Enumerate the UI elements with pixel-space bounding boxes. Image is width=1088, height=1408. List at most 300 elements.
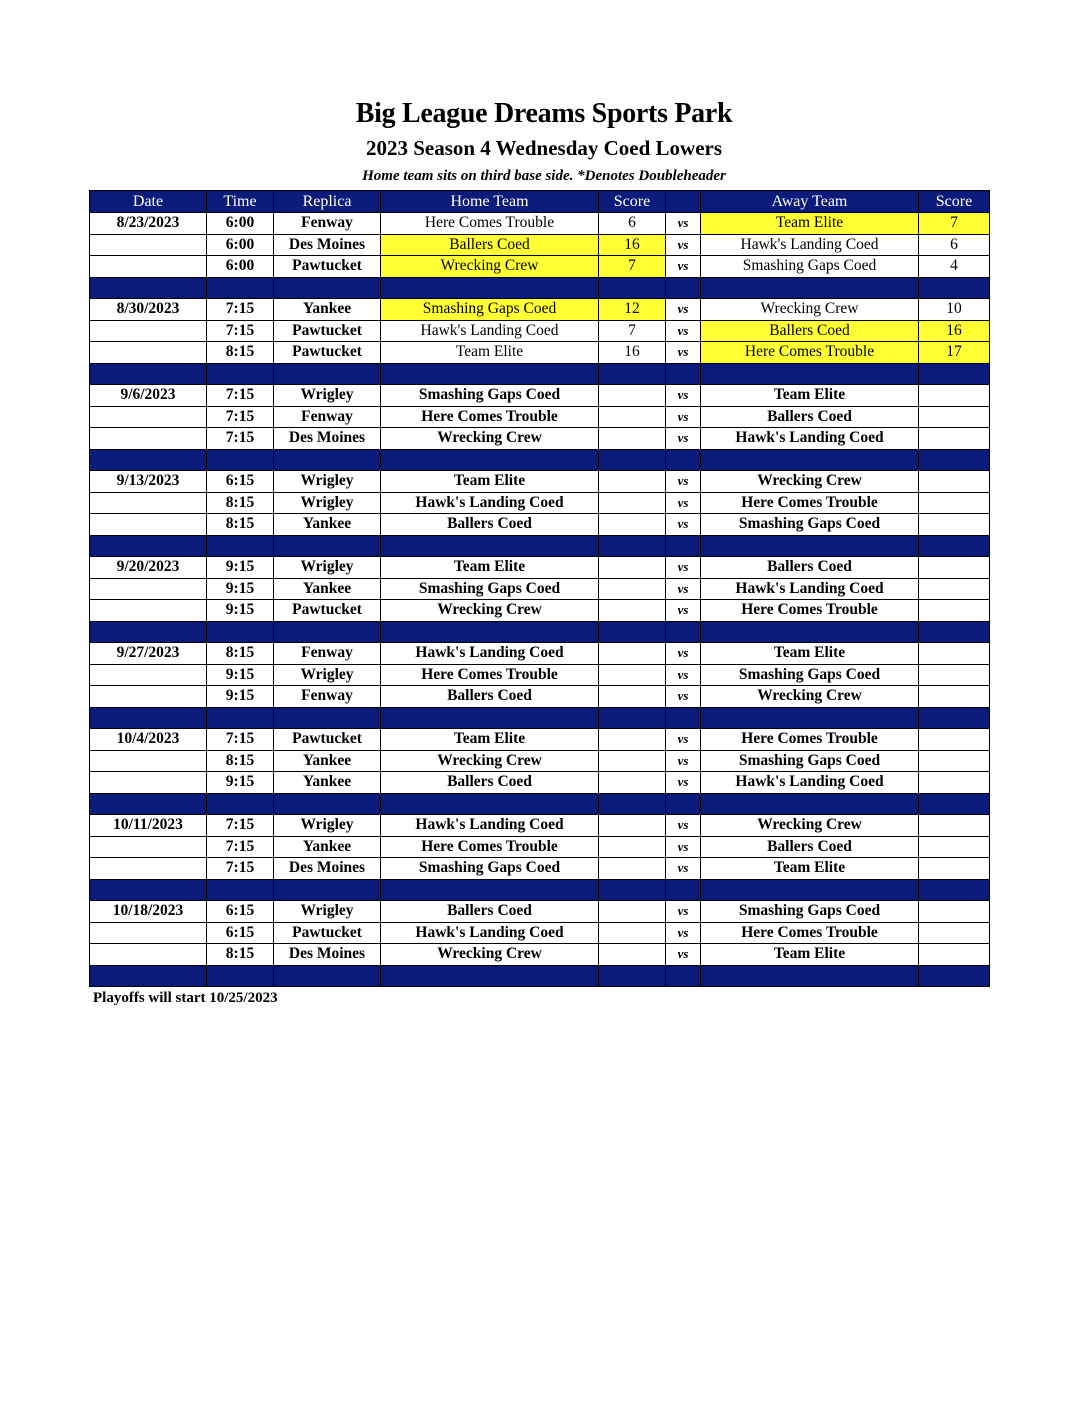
date-cell — [90, 772, 207, 794]
away-score-cell — [919, 557, 990, 579]
away-team-cell: Wrecking Crew — [701, 686, 919, 708]
game-row — [90, 342, 990, 364]
separator-cell — [90, 707, 207, 729]
col-home-team: Home Team — [381, 191, 599, 213]
date-cell: 9/6/2023 — [90, 385, 207, 407]
replica-cell: Des Moines — [274, 858, 381, 880]
date-cell: 10/4/2023 — [90, 729, 207, 751]
home-score-cell — [599, 836, 666, 858]
separator-cell — [701, 363, 919, 385]
away-team-cell: Wrecking Crew — [701, 299, 919, 321]
home-team-cell: Hawk's Landing Coed — [381, 922, 599, 944]
away-score-cell — [919, 772, 990, 794]
home-score-cell — [599, 686, 666, 708]
home-team-cell: Hawk's Landing Coed — [381, 643, 599, 665]
separator-cell — [381, 879, 599, 901]
separator-cell — [701, 621, 919, 643]
separator-cell — [381, 965, 599, 987]
away-team-cell: Here Comes Trouble — [701, 922, 919, 944]
game-row — [90, 578, 990, 600]
header-row — [90, 191, 990, 213]
vs-cell: vs — [666, 299, 701, 321]
separator-cell — [381, 363, 599, 385]
away-score-cell: 6 — [919, 234, 990, 256]
away-score-cell — [919, 750, 990, 772]
vs-cell: vs — [666, 492, 701, 514]
time-cell: 8:15 — [207, 944, 274, 966]
replica-cell: Pawtucket — [274, 600, 381, 622]
home-team-cell: Here Comes Trouble — [381, 213, 599, 235]
vs-cell: vs — [666, 836, 701, 858]
separator-cell — [274, 449, 381, 471]
vs-cell: vs — [666, 686, 701, 708]
vs-cell: vs — [666, 772, 701, 794]
home-team-cell: Here Comes Trouble — [381, 664, 599, 686]
vs-cell: vs — [666, 256, 701, 278]
vs-cell: vs — [666, 922, 701, 944]
vs-cell: vs — [666, 901, 701, 923]
separator-cell — [666, 277, 701, 299]
replica-cell: Pawtucket — [274, 320, 381, 342]
home-team-cell: Here Comes Trouble — [381, 836, 599, 858]
game-row — [90, 944, 990, 966]
separator-cell — [381, 793, 599, 815]
home-score-cell — [599, 922, 666, 944]
home-score-cell: 12 — [599, 299, 666, 321]
separator-cell — [274, 363, 381, 385]
game-row — [90, 858, 990, 880]
separator-cell — [274, 965, 381, 987]
home-team-cell: Ballers Coed — [381, 514, 599, 536]
date-cell: 10/18/2023 — [90, 901, 207, 923]
separator-cell — [666, 449, 701, 471]
away-team-cell: Here Comes Trouble — [701, 729, 919, 751]
date-cell — [90, 944, 207, 966]
date-cell — [90, 836, 207, 858]
game-row — [90, 256, 990, 278]
week-separator-row — [90, 535, 990, 557]
away-team-cell: Team Elite — [701, 858, 919, 880]
game-row — [90, 428, 990, 450]
playoffs-note: Playoffs will start 10/25/2023 — [93, 990, 278, 1006]
date-cell — [90, 858, 207, 880]
separator-cell — [381, 707, 599, 729]
col-date: Date — [90, 191, 207, 213]
separator-cell — [701, 707, 919, 729]
separator-cell — [701, 535, 919, 557]
home-score-cell — [599, 428, 666, 450]
separator-cell — [666, 621, 701, 643]
game-row — [90, 471, 990, 493]
separator-cell — [90, 363, 207, 385]
week-separator-row — [90, 363, 990, 385]
game-row — [90, 750, 990, 772]
replica-cell: Yankee — [274, 299, 381, 321]
date-cell — [90, 578, 207, 600]
separator-cell — [381, 535, 599, 557]
vs-cell: vs — [666, 643, 701, 665]
home-team-cell: Ballers Coed — [381, 772, 599, 794]
vs-cell: vs — [666, 557, 701, 579]
replica-cell: Fenway — [274, 643, 381, 665]
vs-cell: vs — [666, 471, 701, 493]
week-separator-row — [90, 621, 990, 643]
game-row — [90, 385, 990, 407]
replica-cell: Pawtucket — [274, 342, 381, 364]
separator-cell — [666, 965, 701, 987]
separator-cell — [701, 449, 919, 471]
time-cell: 9:15 — [207, 772, 274, 794]
home-score-cell — [599, 858, 666, 880]
separator-cell — [919, 535, 990, 557]
separator-cell — [919, 363, 990, 385]
home-score-cell — [599, 750, 666, 772]
away-team-cell: Here Comes Trouble — [701, 600, 919, 622]
date-cell: 9/13/2023 — [90, 471, 207, 493]
separator-cell — [919, 449, 990, 471]
home-score-cell — [599, 600, 666, 622]
game-row — [90, 836, 990, 858]
replica-cell: Wrigley — [274, 492, 381, 514]
away-team-cell: Team Elite — [701, 643, 919, 665]
replica-cell: Wrigley — [274, 815, 381, 837]
time-cell: 6:00 — [207, 256, 274, 278]
date-cell: 8/30/2023 — [90, 299, 207, 321]
col-home-score: Score — [599, 191, 666, 213]
vs-cell: vs — [666, 320, 701, 342]
home-score-cell — [599, 643, 666, 665]
time-cell: 7:15 — [207, 729, 274, 751]
away-team-cell: Hawk's Landing Coed — [701, 428, 919, 450]
time-cell: 8:15 — [207, 492, 274, 514]
home-team-cell: Hawk's Landing Coed — [381, 320, 599, 342]
away-score-cell — [919, 406, 990, 428]
away-team-cell: Team Elite — [701, 385, 919, 407]
home-score-cell — [599, 492, 666, 514]
separator-cell — [666, 707, 701, 729]
home-score-cell — [599, 514, 666, 536]
game-row — [90, 729, 990, 751]
page-title: Big League Dreams Sports Park — [355, 98, 733, 129]
date-cell — [90, 234, 207, 256]
game-row — [90, 234, 990, 256]
week-separator-row — [90, 707, 990, 729]
week-separator-row — [90, 965, 990, 987]
away-score-cell — [919, 428, 990, 450]
separator-cell — [274, 707, 381, 729]
vs-cell: vs — [666, 385, 701, 407]
separator-cell — [599, 793, 666, 815]
away-score-cell — [919, 858, 990, 880]
vs-cell: vs — [666, 858, 701, 880]
time-cell: 8:15 — [207, 514, 274, 536]
time-cell: 6:15 — [207, 922, 274, 944]
home-team-cell: Team Elite — [381, 342, 599, 364]
time-cell: 7:15 — [207, 299, 274, 321]
replica-cell: Wrigley — [274, 471, 381, 493]
home-score-cell: 6 — [599, 213, 666, 235]
away-score-cell — [919, 729, 990, 751]
time-cell: 9:15 — [207, 557, 274, 579]
separator-cell — [701, 277, 919, 299]
separator-cell — [919, 707, 990, 729]
home-score-cell — [599, 815, 666, 837]
home-score-cell: 7 — [599, 256, 666, 278]
home-score-cell: 16 — [599, 234, 666, 256]
date-cell — [90, 342, 207, 364]
away-score-cell — [919, 686, 990, 708]
home-score-cell — [599, 901, 666, 923]
home-score-cell — [599, 772, 666, 794]
separator-cell — [90, 879, 207, 901]
separator-cell — [599, 879, 666, 901]
replica-cell: Wrigley — [274, 385, 381, 407]
away-team-cell: Ballers Coed — [701, 557, 919, 579]
away-score-cell: 10 — [919, 299, 990, 321]
date-cell — [90, 664, 207, 686]
separator-cell — [666, 879, 701, 901]
separator-cell — [381, 449, 599, 471]
separator-cell — [90, 449, 207, 471]
week-separator-row — [90, 449, 990, 471]
separator-cell — [207, 793, 274, 815]
time-cell: 6:00 — [207, 213, 274, 235]
away-team-cell: Smashing Gaps Coed — [701, 901, 919, 923]
week-separator-row — [90, 793, 990, 815]
date-cell — [90, 256, 207, 278]
separator-cell — [90, 535, 207, 557]
replica-cell: Yankee — [274, 514, 381, 536]
game-row — [90, 514, 990, 536]
separator-cell — [274, 277, 381, 299]
time-cell: 7:15 — [207, 385, 274, 407]
vs-cell: vs — [666, 406, 701, 428]
away-team-cell: Ballers Coed — [701, 836, 919, 858]
time-cell: 7:15 — [207, 428, 274, 450]
time-cell: 7:15 — [207, 815, 274, 837]
separator-cell — [599, 277, 666, 299]
separator-cell — [207, 965, 274, 987]
separator-cell — [666, 363, 701, 385]
time-cell: 7:15 — [207, 836, 274, 858]
time-cell: 7:15 — [207, 406, 274, 428]
game-row — [90, 643, 990, 665]
replica-cell: Pawtucket — [274, 256, 381, 278]
away-team-cell: Wrecking Crew — [701, 471, 919, 493]
schedule-table — [89, 190, 990, 987]
date-cell — [90, 750, 207, 772]
vs-cell: vs — [666, 944, 701, 966]
date-cell: 10/11/2023 — [90, 815, 207, 837]
date-cell — [90, 406, 207, 428]
separator-cell — [701, 879, 919, 901]
separator-cell — [274, 535, 381, 557]
separator-cell — [207, 621, 274, 643]
time-cell: 8:15 — [207, 643, 274, 665]
time-cell: 6:00 — [207, 234, 274, 256]
vs-cell: vs — [666, 234, 701, 256]
time-cell: 9:15 — [207, 686, 274, 708]
vs-cell: vs — [666, 213, 701, 235]
away-team-cell: Wrecking Crew — [701, 815, 919, 837]
week-separator-row — [90, 277, 990, 299]
separator-cell — [701, 793, 919, 815]
home-team-cell: Smashing Gaps Coed — [381, 385, 599, 407]
vs-cell: vs — [666, 342, 701, 364]
time-cell: 7:15 — [207, 320, 274, 342]
replica-cell: Fenway — [274, 406, 381, 428]
away-team-cell: Smashing Gaps Coed — [701, 664, 919, 686]
col-time: Time — [207, 191, 274, 213]
away-score-cell — [919, 922, 990, 944]
date-cell — [90, 922, 207, 944]
separator-cell — [666, 793, 701, 815]
separator-cell — [207, 449, 274, 471]
date-cell: 9/20/2023 — [90, 557, 207, 579]
separator-cell — [599, 449, 666, 471]
game-row — [90, 664, 990, 686]
vs-cell: vs — [666, 750, 701, 772]
home-team-cell: Team Elite — [381, 729, 599, 751]
away-team-cell: Hawk's Landing Coed — [701, 772, 919, 794]
game-row — [90, 492, 990, 514]
separator-cell — [599, 965, 666, 987]
vs-cell: vs — [666, 729, 701, 751]
page-subtitle: 2023 Season 4 Wednesday Coed Lowers — [365, 136, 723, 160]
separator-cell — [274, 621, 381, 643]
away-score-cell — [919, 836, 990, 858]
vs-cell: vs — [666, 664, 701, 686]
game-row — [90, 557, 990, 579]
vs-cell: vs — [666, 514, 701, 536]
separator-cell — [90, 277, 207, 299]
separator-cell — [274, 879, 381, 901]
col-replica: Replica — [274, 191, 381, 213]
separator-cell — [599, 707, 666, 729]
replica-cell: Fenway — [274, 213, 381, 235]
game-row — [90, 213, 990, 235]
replica-cell: Wrigley — [274, 901, 381, 923]
game-row — [90, 901, 990, 923]
home-team-cell: Smashing Gaps Coed — [381, 578, 599, 600]
home-team-cell: Wrecking Crew — [381, 256, 599, 278]
away-team-cell: Ballers Coed — [701, 406, 919, 428]
replica-cell: Pawtucket — [274, 922, 381, 944]
game-row — [90, 815, 990, 837]
away-team-cell: Smashing Gaps Coed — [701, 514, 919, 536]
separator-cell — [919, 793, 990, 815]
replica-cell: Des Moines — [274, 944, 381, 966]
vs-cell: vs — [666, 428, 701, 450]
game-row — [90, 406, 990, 428]
date-cell: 8/23/2023 — [90, 213, 207, 235]
home-team-cell: Ballers Coed — [381, 901, 599, 923]
away-score-cell: 7 — [919, 213, 990, 235]
away-team-cell: Smashing Gaps Coed — [701, 256, 919, 278]
away-team-cell: Team Elite — [701, 944, 919, 966]
separator-cell — [90, 621, 207, 643]
separator-cell — [90, 793, 207, 815]
replica-cell: Des Moines — [274, 234, 381, 256]
home-score-cell — [599, 944, 666, 966]
date-cell — [90, 428, 207, 450]
home-score-cell: 16 — [599, 342, 666, 364]
time-cell: 8:15 — [207, 750, 274, 772]
away-score-cell — [919, 385, 990, 407]
separator-cell — [919, 621, 990, 643]
home-team-cell: Here Comes Trouble — [381, 406, 599, 428]
replica-cell: Yankee — [274, 836, 381, 858]
separator-cell — [207, 879, 274, 901]
time-cell: 9:15 — [207, 664, 274, 686]
home-team-cell: Hawk's Landing Coed — [381, 492, 599, 514]
game-row — [90, 686, 990, 708]
date-cell — [90, 320, 207, 342]
separator-cell — [599, 363, 666, 385]
vs-cell: vs — [666, 815, 701, 837]
replica-cell: Wrigley — [274, 664, 381, 686]
separator-cell — [666, 535, 701, 557]
time-cell: 6:15 — [207, 471, 274, 493]
separator-cell — [381, 277, 599, 299]
away-score-cell — [919, 815, 990, 837]
separator-cell — [207, 363, 274, 385]
separator-cell — [919, 965, 990, 987]
away-score-cell — [919, 901, 990, 923]
away-team-cell: Here Comes Trouble — [701, 342, 919, 364]
away-team-cell: Team Elite — [701, 213, 919, 235]
separator-cell — [207, 535, 274, 557]
away-score-cell: 17 — [919, 342, 990, 364]
game-row — [90, 320, 990, 342]
replica-cell: Des Moines — [274, 428, 381, 450]
away-team-cell: Hawk's Landing Coed — [701, 578, 919, 600]
game-row — [90, 772, 990, 794]
replica-cell: Wrigley — [274, 557, 381, 579]
replica-cell: Yankee — [274, 578, 381, 600]
away-score-cell — [919, 600, 990, 622]
home-team-cell: Hawk's Landing Coed — [381, 815, 599, 837]
game-row — [90, 600, 990, 622]
replica-cell: Yankee — [274, 772, 381, 794]
separator-cell — [919, 277, 990, 299]
home-team-cell: Team Elite — [381, 471, 599, 493]
col-away-team: Away Team — [701, 191, 919, 213]
separator-cell — [207, 707, 274, 729]
home-score-cell — [599, 471, 666, 493]
away-score-cell — [919, 514, 990, 536]
home-team-cell: Team Elite — [381, 557, 599, 579]
away-score-cell — [919, 664, 990, 686]
separator-cell — [90, 965, 207, 987]
home-score-cell — [599, 729, 666, 751]
home-team-cell: Wrecking Crew — [381, 944, 599, 966]
home-team-cell: Wrecking Crew — [381, 428, 599, 450]
time-cell: 9:15 — [207, 578, 274, 600]
separator-cell — [599, 621, 666, 643]
home-score-cell: 7 — [599, 320, 666, 342]
game-row — [90, 299, 990, 321]
separator-cell — [274, 793, 381, 815]
separator-cell — [701, 965, 919, 987]
vs-cell: vs — [666, 600, 701, 622]
separator-cell — [207, 277, 274, 299]
vs-cell: vs — [666, 578, 701, 600]
home-score-cell — [599, 385, 666, 407]
away-score-cell — [919, 471, 990, 493]
date-cell — [90, 492, 207, 514]
away-team-cell: Ballers Coed — [701, 320, 919, 342]
